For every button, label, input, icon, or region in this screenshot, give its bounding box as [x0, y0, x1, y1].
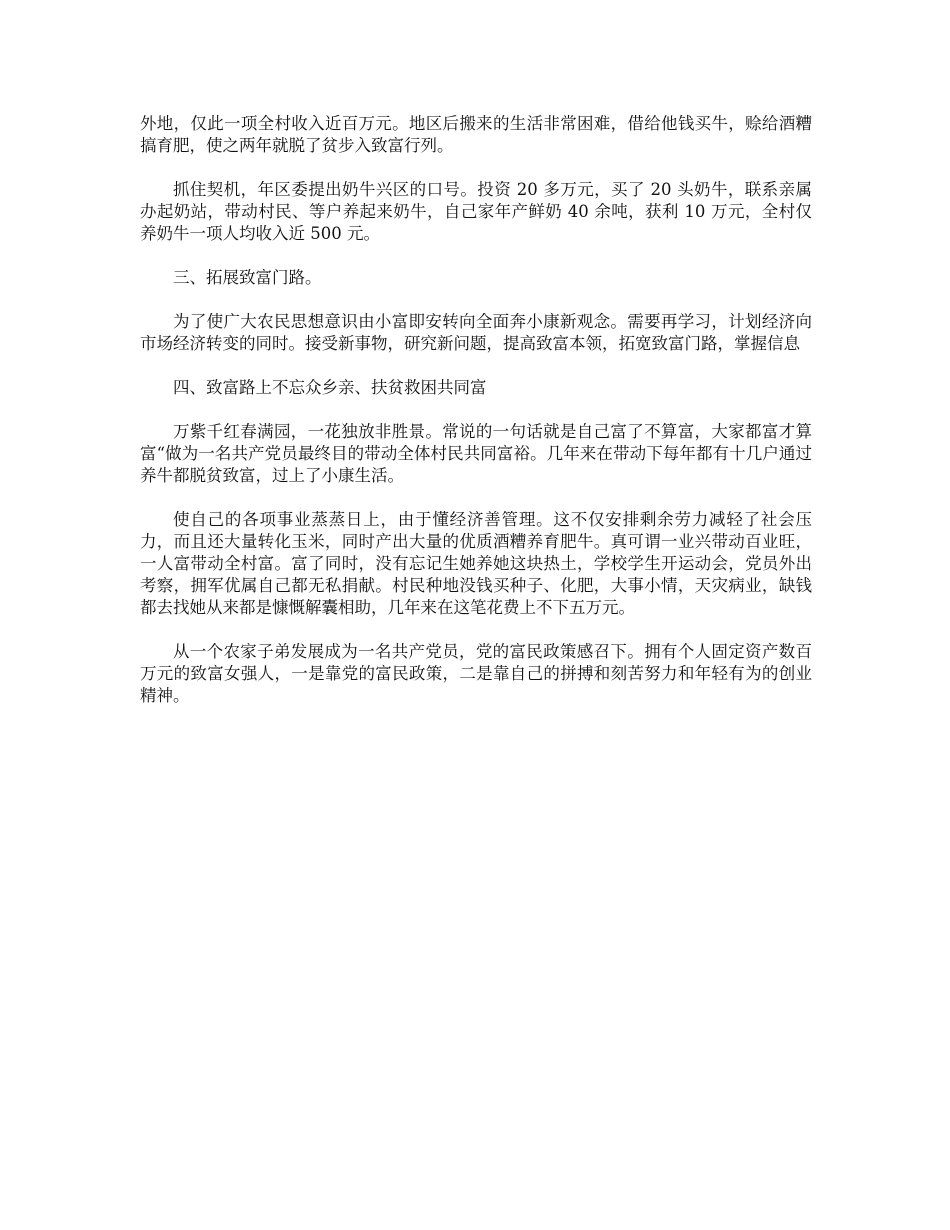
paragraph-continuation: 外地，仅此一项全村收入近百万元。地区后搬来的生活非常困难，借给他钱买牛，赊给酒糟搞育肥，使之两年就脱了贫步入致富行列。: [140, 114, 812, 155]
paragraph-dairy-cattle: 抓住契机，年区委提出奶牛兴区的口号。投资 20 多万元，买了 20 头奶牛，联系亲属办起奶站，带动村民、等户养起来奶牛，自己家年产鲜奶 40 余吨，获利 10 万元，全村仅养奶牛一项人均收入近 500 元。: [140, 180, 812, 243]
paragraph-common-prosperity: 万紫千红春满园，一花独放非胜景。常说的一句话就是自己富了不算富，大家都富才算富“做为一名共产党员最终目的带动全体村民共同富裕。几年来在带动下每年都有十几户通过养牛都脱贫致富，过上了小康生活。: [140, 422, 812, 485]
paragraph-conclusion: 从一个农家子弟发展成为一名共产党员，党的富民政策感召下。拥有个人固定资产数百万元的致富女强人，一是靠党的富民政策，二是靠自己的拼搏和刻苦努力和年轻有为的创业精神。: [140, 642, 812, 705]
paragraph-business-growth: 使自己的各项事业蒸蒸日上，由于懂经济善管理。这不仅安排剩余劳力减轻了社会压力，而且还大量转化玉米，同时产出大量的优质酒糟养育肥牛。真可谓一业兴带动百业旺，一人富带动全村富。富了同时，没有忘记生她养她这块热土，学校学生开运动会，党员外出考察，拥军优属自己都无私捐献。村民种地没钱买种子、化肥，大事小情，天灾病业，缺钱都去找她从来都是慷慨解囊相助，几年来在这笔花费上不下五万元。: [140, 510, 812, 617]
paragraph-new-concepts: 为了使广大农民思想意识由小富即安转向全面奔小康新观念。需要再学习，计划经济向市场经济转变的同时。接受新事物，研究新问题，提高致富本领，拓宽致富门路，掌握信息: [140, 312, 812, 353]
document-body: [140, 113, 812, 729]
section-heading-3: 三、拓展致富门路。: [173, 268, 322, 287]
section-heading-4: 四、致富路上不忘众乡亲、扶贫救困共同富: [173, 378, 487, 397]
